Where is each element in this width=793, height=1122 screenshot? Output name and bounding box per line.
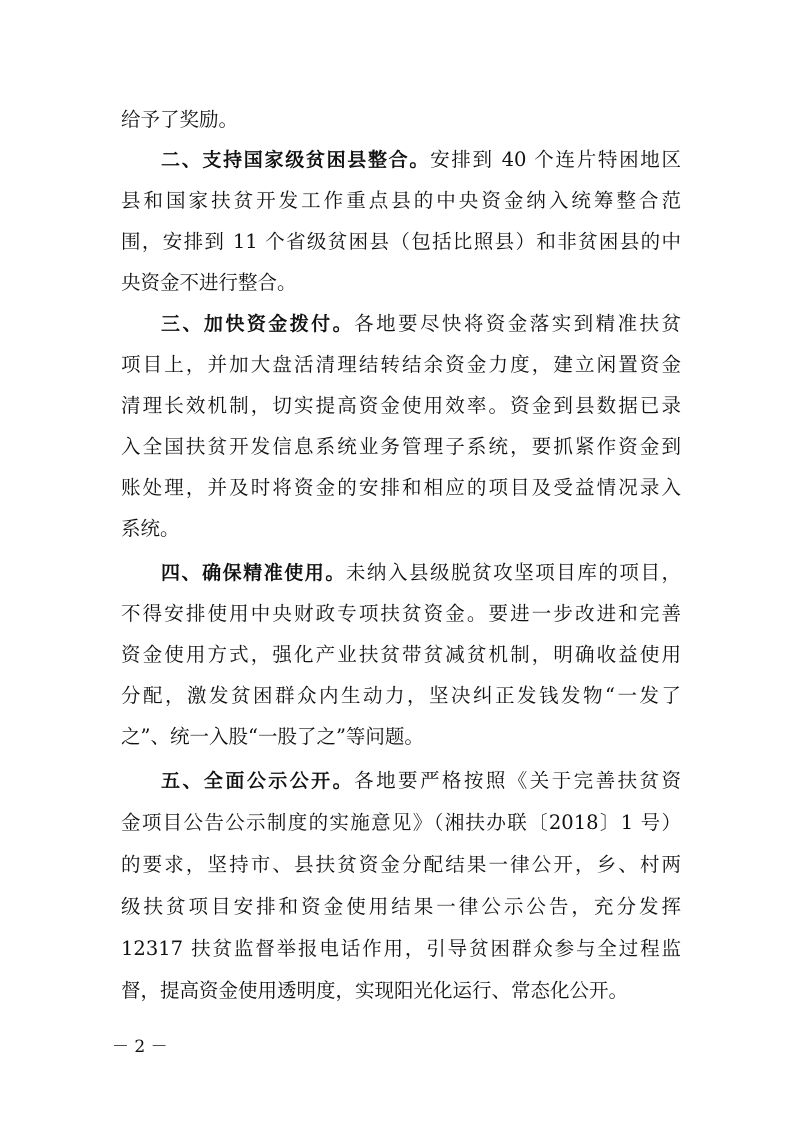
section-2-first-line [121,140,681,180]
paragraph-line [121,100,681,140]
body-text: 12317 扶贫监督举报电话作用，引导贫困群众参与全过程监 [121,937,681,960]
body-text: 安排到 40 个连片特困地区 [430,148,681,171]
body-text: 各地要严格按照《关于完善扶贫资 [354,769,681,792]
section-2-heading: 二、支持国家级贫困县整合。 [161,149,431,171]
paragraph-line [121,427,681,467]
section-5-heading: 五、全面公示公开。 [161,770,355,792]
paragraph-line [121,594,681,634]
body-text: 资金使用方式，强化产业扶贫带贫减贫机制，明确收益使用 [121,643,681,666]
paragraph-line [121,971,681,1011]
paragraph-line [121,635,681,675]
body-text: 给予了奖励。 [121,108,239,131]
section-4-first-line [121,553,681,593]
paragraph-line [121,345,681,385]
paragraph-line [121,803,681,843]
section-3-heading: 三、加快资金拨付。 [161,313,355,335]
body-text: 未纳入县级脱贫攻坚项目库的项目， [345,561,681,584]
section-4-heading: 四、确保精准使用。 [161,562,346,584]
paragraph-line [121,222,681,262]
section-5-first-line [121,761,681,801]
paragraph-line [121,717,681,757]
paragraph-line [121,929,681,969]
paragraph-line [121,181,681,221]
body-text: 金项目公告公示制度的实施意见》（湘扶办联〔2018〕1 号） [121,811,681,834]
body-text: 账处理，并及时将资金的安排和相应的项目及受益情况录入 [121,476,681,499]
body-text: 的要求，坚持市、县扶贫资金分配结果一律公开，乡、村两 [121,853,681,876]
body-text: 项目上，并加大盘活清理结转结余资金力度，建立闲置资金 [121,353,681,376]
body-text: 围，安排到 11 个省级贫困县（包括比照县）和非贫困县的中 [121,230,681,253]
body-text: 入全国扶贫开发信息系统业务管理子系统，要抓紧作资金到 [121,435,681,458]
paragraph-line [121,468,681,508]
body-text: 各地要尽快将资金落实到精准扶贫 [354,312,681,335]
paragraph-line [121,386,681,426]
page-number: － 2 － [112,1037,168,1057]
paragraph-line [121,887,681,927]
body-text: 督，提高资金使用透明度，实现阳光化运行、常态化公开。 [121,979,629,1002]
body-text: 系统。 [121,517,180,540]
body-text: 不得安排使用中央财政专项扶贫资金。要进一步改进和完善 [121,602,681,625]
body-text: 清理长效机制，切实提高资金使用效率。资金到县数据已录 [121,394,681,417]
paragraph-line [121,676,681,716]
paragraph-line [121,845,681,885]
body-text: 央资金不进行整合。 [121,271,297,294]
paragraph-line [121,263,681,303]
paragraph-line [121,509,681,549]
body-text: 分配，激发贫困群众内生动力，坚决纠正发钱发物“一发了 [121,684,681,707]
body-text: 县和国家扶贫开发工作重点县的中央资金纳入统筹整合范 [121,189,681,212]
section-3-first-line [121,304,681,344]
body-text: 级扶贫项目安排和资金使用结果一律公示公告，充分发挥 [121,895,681,918]
body-text: 之”、统一入股“一股了之”等问题。 [121,725,424,748]
